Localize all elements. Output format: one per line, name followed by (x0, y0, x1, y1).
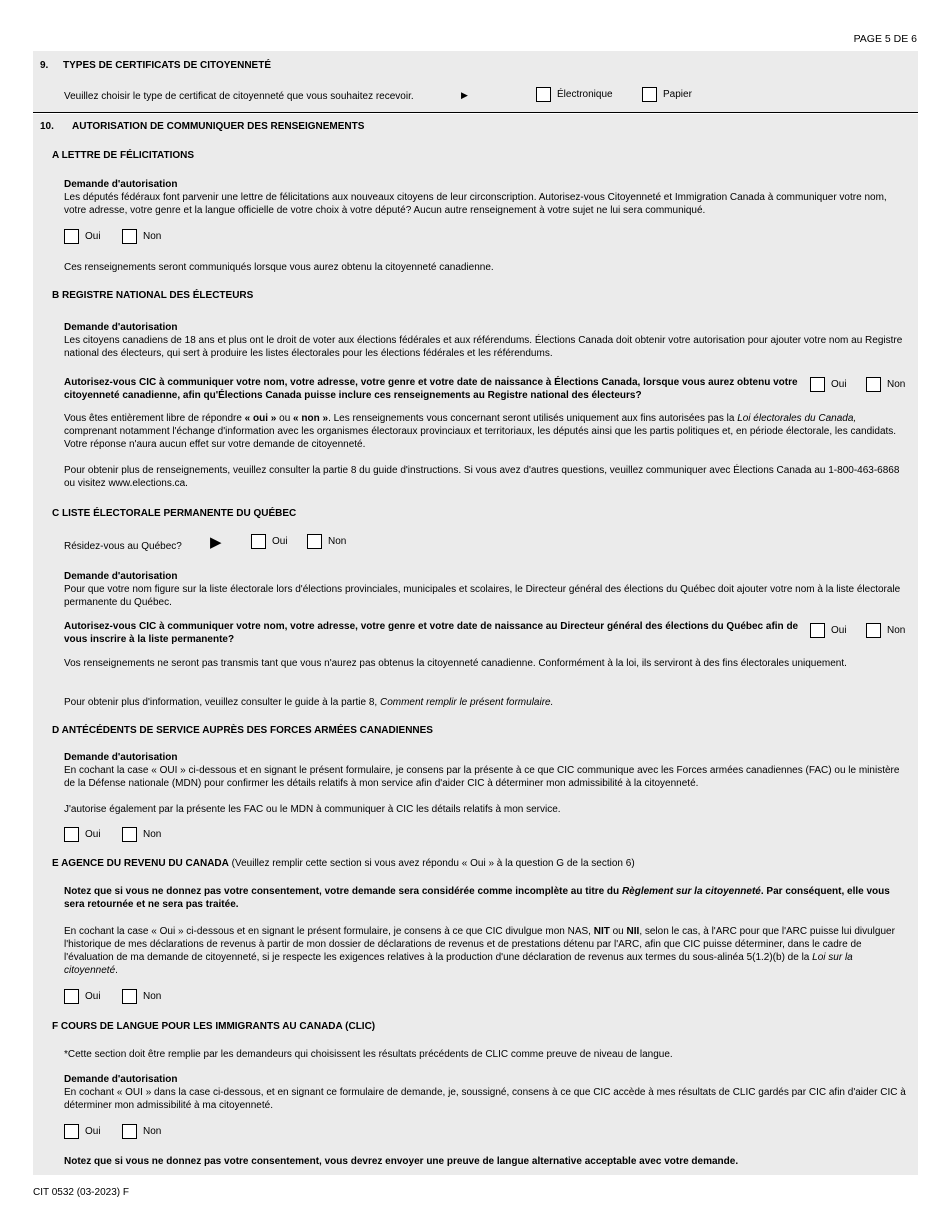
option-electronique (536, 87, 613, 102)
b-p1-non: « non » (293, 413, 329, 424)
checkbox-papier[interactable] (642, 87, 657, 102)
checkbox-e-oui[interactable] (64, 989, 79, 1004)
section-d-paragraph-2: J'autorise également par la présente les FAC ou le MDN à communiquer à CIC les détails relatifs à mon service. (64, 804, 561, 815)
checkbox-c-resides-oui[interactable] (251, 534, 266, 549)
section-c-oui-label: Oui (831, 625, 847, 636)
checkbox-a-non[interactable] (122, 229, 137, 244)
e-p-nit: NIT (593, 926, 610, 937)
section-e-non (122, 989, 161, 1004)
section-b-oui-label: Oui (831, 379, 847, 390)
section-c-text: Pour que votre nom figure sur la liste électorale lors d'élections provinciales, municipales et scolaires, le Directeur général des élections du Québec doit ajouter votre nom à la liste électorale permanente du Québec. (64, 584, 901, 608)
checkbox-d-oui[interactable] (64, 827, 79, 842)
section-c-resides-non (307, 534, 346, 549)
section-e-oui-label: Oui (85, 991, 101, 1002)
section-f-star-note: *Cette section doit être remplie par les demandeurs qui choisissent les résultats précédents de CLIC comme preuve de niveau de langue. (64, 1049, 673, 1060)
section-f-non-label: Non (143, 1126, 162, 1137)
checkbox-d-non[interactable] (122, 827, 137, 842)
section-c-resides: Résidez-vous au Québec? (64, 541, 182, 552)
b-p1-oui: « oui » (244, 413, 277, 424)
section-a-non-label: Non (143, 231, 162, 242)
section-a-note: Ces renseignements seront communiqués lorsque vous aurez obtenu la citoyenneté canadienne. (64, 262, 494, 273)
e-warn-italic: Règlement sur la citoyenneté (621, 886, 761, 897)
e-p-end: . (115, 965, 118, 976)
section-f-non (122, 1124, 161, 1139)
section-d-oui-label: Oui (85, 829, 101, 840)
b-p1-mid2: . Les renseignements vous concernant seront utilisés uniquement aux fins autorisées pas la (328, 413, 738, 424)
section-f-oui-label: Oui (85, 1126, 101, 1137)
e-warn-pre: Notez que si vous ne donnez pas votre consentement, votre demande sera considérée comme incomplète au titre du (64, 886, 622, 897)
section-b-heading: B REGISTRE NATIONAL DES ÉLECTEURS (52, 290, 254, 301)
e-p-mid: ou (609, 926, 627, 937)
section-b-demande: Demande d'autorisation (64, 322, 178, 333)
section-b-non-label: Non (887, 379, 906, 390)
option-electronique-label: Électronique (557, 89, 613, 100)
section-f-text: En cochant « OUI » dans la case ci-dessous, et en signant ce formulaire de demande, je, soussigné, consens à ce que CIC accède à mes résultats de CLIC gardés par CIC afin d'aider CIC à déterminer mon admissibilité à ma citoyenneté. (64, 1087, 906, 1111)
arrow-right-icon: ▶ (461, 90, 468, 100)
section-e-warning (64, 885, 909, 911)
section-d-oui (64, 827, 101, 842)
section-c-question: Autorisez-vous CIC à communiquer votre nom, votre adresse, votre genre et votre date de naissance au Directeur général des élections du Québec afin de vous inscrire à la liste permanente? (64, 621, 799, 645)
section-c-heading: C LISTE ÉLECTORALE PERMANENTE DU QUÉBEC (52, 508, 297, 519)
section-e-paragraph (64, 925, 909, 977)
section-c-non-label: Non (887, 625, 906, 636)
section-d-non-label: Non (143, 829, 162, 840)
b-p1-post: comprenant notamment l'échange d'information avec les organismes électoraux provinciaux et territoriaux, les députés ainsi que les partis politiques et, en période électorale, les candidats. Votre réponse n'aura aucun effet sur votre demande de citoyenneté. (64, 426, 897, 450)
checkbox-a-oui[interactable] (64, 229, 79, 244)
arrow-right-icon: ▶ (210, 534, 222, 551)
section-9-title: TYPES DE CERTIFICATS DE CITOYENNETÉ (63, 60, 271, 71)
section-b-body (64, 321, 909, 360)
section-f-demande: Demande d'autorisation (64, 1074, 178, 1085)
e-p-pre: En cochant la case « Oui » ci-dessous et en signant le présent formulaire, je consens à ce que CIC divulgue mon NAS, (64, 926, 594, 937)
section-b-non (866, 377, 905, 392)
section-a-text: Les députés fédéraux font parvenir une lettre de félicitations aux nouveaux citoyens de leur circonscription. Autorisez-vous Citoyenneté et Immigration Canada à communiquer votre nom, votre adresse, votre genre et la langue officielle de votre choix à votre député? Aucun autre renseignement à votre sujet ne lui sera communiqué. (64, 192, 887, 216)
section-d-text: En cochant la case « OUI » ci-dessous et en signant le présent formulaire, je consens par la présente à ce que CIC communique avec les Forces armées canadiennes (FAC) ou le ministère de la Défense nationale (MDN) pour confirmer les détails relatifs à mon service afin d'aider CIC à déterminer mon admissibilité à la citoyenneté. (64, 765, 900, 789)
page-number: PAGE 5 DE 6 (853, 33, 917, 45)
section-b-paragraph-1 (64, 412, 909, 451)
e-p-law: Loi sur la citoyenneté (64, 952, 853, 976)
section-c-paragraph-2 (64, 696, 909, 709)
section-d-body (64, 751, 909, 790)
section-9-question: Veuillez choisir le type de certificat de citoyenneté que vous souhaitez recevoir. (64, 91, 414, 102)
section-f-heading: F COURS DE LANGUE POUR LES IMMIGRANTS AU CANADA (CLIC) (52, 1021, 376, 1032)
e-p-nii: NII (626, 926, 640, 937)
section-a-oui (64, 229, 101, 244)
e-p-post: , selon le cas, à l'ARC pour que l'ARC puisse lui divulguer l'historique de mes déclarations de revenus à partir de mon dossier de déclarations de revenus et de prestations détenu par l'ARC, afin que CIC puisse déterminer, dans le cadre de l'évaluation de ma demande de citoyenneté, si je respecte les exigences relatives à la production d'une déclaration de revenus aux termes du sous-alinéa 5(1.2)(b) de la (64, 926, 895, 963)
section-e-non-label: Non (143, 991, 162, 1002)
option-papier-label: Papier (663, 89, 692, 100)
section-a-non (122, 229, 161, 244)
section-a-heading: A LETTRE DE FÉLICITATIONS (52, 150, 195, 161)
section-e-heading-title: E AGENCE DU REVENU DU CANADA (52, 858, 229, 869)
section-b-paragraph-2: Pour obtenir plus de renseignements, veuillez consulter la partie 8 du guide d'instructions. Si vous avez d'autres questions, veuillez communiquer avec Élections Canada au 1-800-463-6868 ou visitez www.elections.ca. (64, 465, 900, 489)
option-papier (642, 87, 692, 102)
checkbox-f-non[interactable] (122, 1124, 137, 1139)
section-a-body (64, 178, 909, 217)
section-f-body (64, 1073, 909, 1112)
checkbox-f-oui[interactable] (64, 1124, 79, 1139)
b-p1-pre: Vous êtes entièrement libre de répondre (64, 413, 245, 424)
section-b-text: Les citoyens canadiens de 18 ans et plus ont le droit de voter aux élections fédérales et aux référendums. Élections Canada doit obtenir votre autorisation pour ajouter votre nom au Registre national des électeurs, qui sert à produire les listes électorales pour les élections fédérales et les référendums. (64, 335, 903, 359)
section-10-number: 10. (40, 121, 54, 132)
section-f-warning: Notez que si vous ne donnez pas votre consentement, vous devrez envoyer une preuve de langue alternative acceptable avec votre demande. (64, 1156, 739, 1167)
section-c-resides-oui-label: Oui (272, 536, 288, 547)
section-a-demande: Demande d'autorisation (64, 179, 178, 190)
checkbox-e-non[interactable] (122, 989, 137, 1004)
checkbox-c-non[interactable] (866, 623, 881, 638)
section-d-non (122, 827, 161, 842)
section-c-resides-oui (251, 534, 288, 549)
b-p1-mid: ou (276, 413, 294, 424)
c-p2-pre: Pour obtenir plus d'information, veuillez consulter le guide à la partie 8, (64, 697, 380, 708)
section-c-paragraph-1: Vos renseignements ne seront pas transmis tant que vous n'aurez pas obtenus la citoyenneté canadienne. Conformément à la loi, ils serviront à des fins électorales uniquement. (64, 658, 847, 669)
e-warn-post: . Par conséquent, elle vous sera retournée et ne sera pas traitée. (64, 886, 890, 910)
section-c-non (866, 623, 905, 638)
checkbox-c-resides-non[interactable] (307, 534, 322, 549)
section-f-oui (64, 1124, 101, 1139)
section-c-resides-non-label: Non (328, 536, 347, 547)
checkbox-b-non[interactable] (866, 377, 881, 392)
checkbox-electronique[interactable] (536, 87, 551, 102)
section-b-oui (810, 377, 847, 392)
form-code-footer: CIT 0532 (03-2023) F (33, 1187, 129, 1198)
checkbox-c-oui[interactable] (810, 623, 825, 638)
section-9-number: 9. (40, 60, 49, 71)
section-b-question: Autorisez-vous CIC à communiquer votre nom, votre adresse, votre genre et votre date de naissance à Élections Canada, lorsque vous aurez obtenu votre citoyenneté canadienne, afin qu'Élections Canada puisse inclure ces renseignements au Registre national des électeurs? (64, 377, 798, 401)
section-e-heading (52, 857, 635, 870)
section-c-body (64, 570, 909, 609)
section-e-oui (64, 989, 101, 1004)
section-e-heading-note: (Veuillez remplir cette section si vous avez répondu « Oui » à la question G de la section 6) (228, 858, 635, 869)
section-d-demande: Demande d'autorisation (64, 752, 178, 763)
section-d-heading: D ANTÉCÉDENTS DE SERVICE AUPRÈS DES FORCES ARMÉES CANADIENNES (52, 725, 433, 736)
section-c-demande: Demande d'autorisation (64, 571, 178, 582)
section-c-oui (810, 623, 847, 638)
b-p1-law: Loi électorales du Canada, (737, 413, 857, 424)
c-p2-italic: Comment remplir le présent formulaire. (379, 697, 554, 708)
section-divider (33, 112, 918, 113)
section-a-oui-label: Oui (85, 231, 101, 242)
checkbox-b-oui[interactable] (810, 377, 825, 392)
section-10-title: AUTORISATION DE COMMUNIQUER DES RENSEIGNEMENTS (72, 121, 365, 132)
